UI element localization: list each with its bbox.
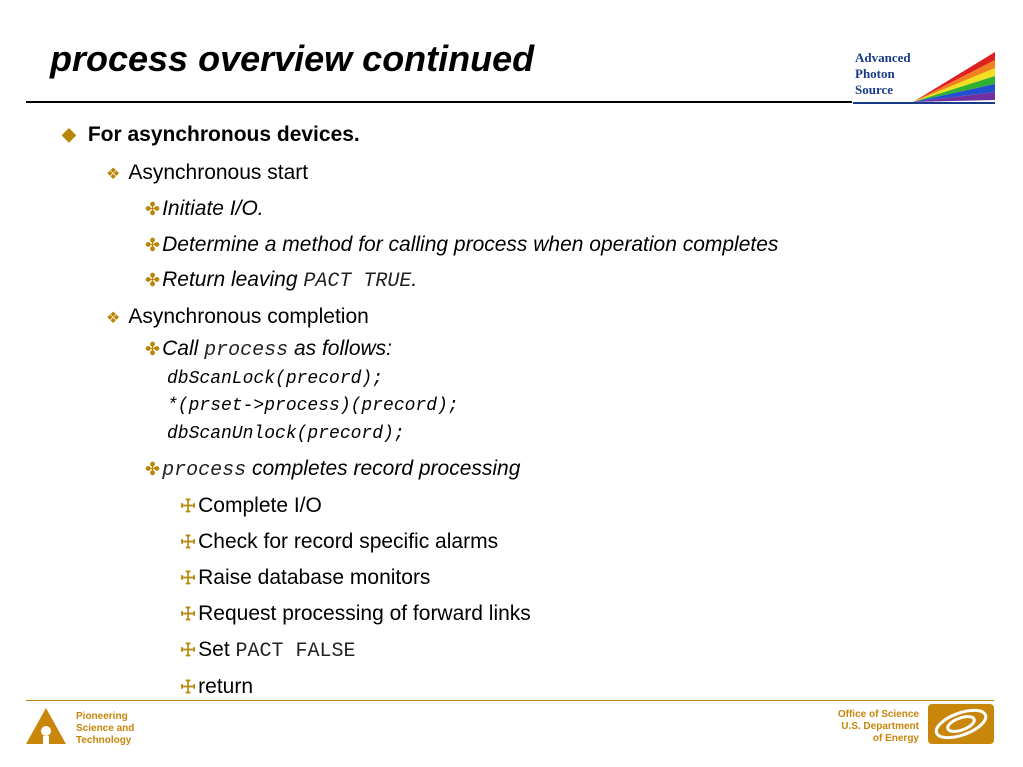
argonne-logo [24,706,68,751]
aps-logo [853,50,995,108]
code-line: *(prset->process)(precord); [167,396,459,416]
bullet-call-process: ✤Call process as follows: [145,337,392,362]
list-item: ☩Complete I/O [180,494,322,517]
bullet-async-completion: ❖ Asynchronous completion [106,305,369,328]
cross-bullet-icon: ✤ [145,199,161,219]
list-item: ☩Request processing of forward links [180,602,531,625]
plus-bullet-icon: ☩ [180,496,197,516]
bullet-initiate-io: ✤Initiate I/O. [145,197,264,220]
logo-line: Photon [855,66,895,81]
plus-bullet-icon: ☩ [180,677,197,697]
plus-bullet-icon: ☩ [180,532,197,552]
list-item: ☩Raise database monitors [180,566,431,589]
plus-bullet-icon: ☩ [180,568,197,588]
doe-seal-icon [928,704,994,744]
bullet-async-start: ❖ Asynchronous start [106,161,309,184]
slide-title: process overview continued [50,38,535,79]
footer-right-text: Office of Science U.S. Department of Energy [837,709,919,744]
code-line: dbScanLock(precord); [167,369,384,389]
doe-logo [928,704,994,749]
cross-bullet-icon: ✤ [145,270,161,290]
list-item: ☩Check for record specific alarms [180,530,499,553]
bullet-return-leaving: ✤Return leaving PACT TRUE. [145,268,418,293]
bullet-process-completes: ✤ process completes record processing [145,457,521,482]
cross-bullet-icon: ✤ [145,339,161,359]
plus-bullet-icon: ☩ [180,640,197,660]
list-item: ☩Set PACT FALSE [180,638,356,663]
four-diamond-bullet-icon: ❖ [106,166,121,183]
cross-bullet-icon: ✤ [145,459,161,479]
logo-line: Source [855,82,894,97]
diamond-bullet-icon: ◆ [62,124,76,144]
footer-rule [26,700,994,701]
argonne-triangle-icon [24,706,68,746]
code-line: dbScanUnlock(precord); [167,424,405,444]
bullet-determine-method: ✤Determine a method for calling process when operation completes [145,233,779,256]
bullet-l1: ◆ For asynchronous devices. [62,123,360,146]
logo-line: Advanced [855,50,911,65]
footer-left-text: Pioneering Science and Technology [76,711,135,746]
four-diamond-bullet-icon: ❖ [106,310,121,327]
cross-bullet-icon: ✤ [145,235,161,255]
title-rule [26,101,852,103]
plus-bullet-icon: ☩ [180,604,197,624]
list-item: ☩return [180,675,253,698]
